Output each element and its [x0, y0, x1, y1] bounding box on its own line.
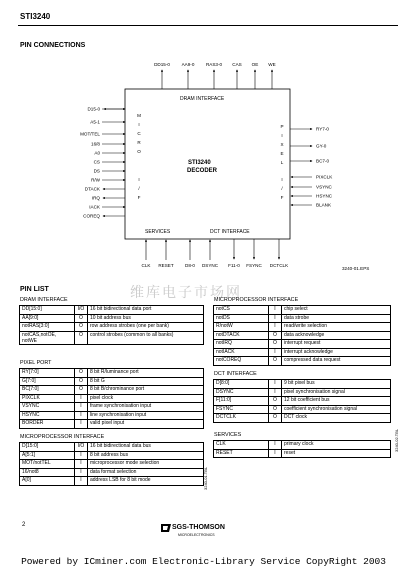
- pin-name-cell: 16/not8: [20, 468, 75, 477]
- pin-name-cell: G[7:0]: [20, 377, 75, 386]
- pin-io-cell: I: [269, 380, 282, 389]
- pin-io-cell: I: [75, 403, 88, 412]
- pin-io-cell: I: [75, 468, 88, 477]
- pin-io-cell: I: [269, 306, 282, 315]
- pin-description-cell: 8 bit B/chrominance port: [88, 386, 204, 395]
- pin-description-cell: 9 bit pixel bus: [282, 380, 391, 389]
- pixel-letter: I: [281, 133, 283, 138]
- company-logo-subtext: MICROELECTRONICS: [178, 533, 215, 537]
- services-label: SERVICES: [145, 229, 171, 235]
- right-pin-label: BLANK: [316, 202, 332, 208]
- table-ref-right: 3240-02.TBL: [394, 428, 399, 452]
- pin-io-cell: O: [269, 397, 282, 406]
- pin-description-cell: read/write selection: [282, 323, 391, 332]
- table-row: [214, 323, 391, 332]
- pin-name-cell: FSYNC: [214, 405, 269, 414]
- table-row: [214, 331, 391, 340]
- pin-name-cell: D[15:0]: [20, 443, 75, 452]
- table-row: [20, 369, 204, 378]
- table-row: [214, 449, 391, 458]
- pin-connection-diagram: [0, 55, 407, 285]
- pin-description-cell: coefficient synchronisation signal: [282, 405, 391, 414]
- pin-name-cell: R/notW: [214, 323, 269, 332]
- pin-name-cell: notCAS,notOE, notWE: [20, 331, 75, 344]
- pin-name-cell: HSYNC: [20, 411, 75, 420]
- micro2-pin-table: [213, 305, 391, 366]
- pin-description-cell: DCT clock: [282, 414, 391, 423]
- micro-letter: I: [138, 122, 140, 127]
- pin-description-cell: interrupt acknowledge: [282, 348, 391, 357]
- chip-name: STI3240: [188, 160, 211, 166]
- pin-io-cell: O: [75, 386, 88, 395]
- pin-description-cell: frame synchronisation input: [88, 403, 204, 412]
- table-row: [214, 397, 391, 406]
- pin-name-cell: RESET: [214, 449, 269, 458]
- table-row: [214, 441, 391, 450]
- pin-description-cell: data strobe: [282, 314, 391, 323]
- left-pin-label: CS: [93, 159, 100, 165]
- pin-io-cell: I: [269, 449, 282, 458]
- pin-name-cell: RY[7:0]: [20, 369, 75, 378]
- pin-description-cell: line synchronisation input: [88, 411, 204, 420]
- pin-io-cell: I: [75, 451, 88, 460]
- pin-name-cell: MOT/notTEL: [20, 460, 75, 469]
- micro-letter: R: [137, 140, 141, 145]
- table-row: [20, 306, 204, 315]
- pin-io-cell: O: [75, 314, 88, 323]
- pin-name-cell: A[0]: [20, 477, 75, 486]
- table-row: [214, 405, 391, 414]
- pin-description-cell: control strobes (common to all banks): [88, 331, 204, 344]
- pin-io-cell: I: [75, 394, 88, 403]
- left-pin-label: MOT/TEL: [80, 131, 100, 137]
- bottom-pin-label: CLK: [141, 263, 151, 268]
- pin-name-cell: D[8:0]: [214, 380, 269, 389]
- table-row: [20, 386, 204, 395]
- dram-pin-table: [19, 305, 204, 345]
- micro2-table-caption: MICROPROCESSOR INTERFACE: [214, 297, 299, 303]
- dct-pin-table: [213, 379, 391, 423]
- document-title: STI3240: [20, 12, 51, 21]
- left-pin-label: R/W: [91, 177, 100, 183]
- top-pin-label: RAS3-0: [205, 62, 223, 67]
- pin-list-heading: PIN LIST: [20, 286, 49, 293]
- pin-name-cell: DSYNC: [214, 388, 269, 397]
- pin-description-cell: compressed data request: [282, 357, 391, 366]
- table-row: [20, 314, 204, 323]
- pin-description-cell: 10 bit address bus: [88, 314, 204, 323]
- table-row: [214, 388, 391, 397]
- company-logo-text: SGS-THOMSON: [172, 524, 225, 531]
- pin-description-cell: 8 bit G: [88, 377, 204, 386]
- pin-description-cell: pixel clock: [88, 394, 204, 403]
- pin-io-cell: I/O: [75, 306, 88, 315]
- pin-name-cell: A[5:1]: [20, 451, 75, 460]
- bottom-pin-label: RESET: [158, 263, 174, 268]
- dct-table-caption: DCT INTERFACE: [214, 371, 257, 377]
- pin-description-cell: pixel synchronisation signal: [282, 388, 391, 397]
- dram-interface-label: DRAM INTERFACE: [180, 96, 225, 102]
- pin-name-cell: DD[15:0]: [20, 306, 75, 315]
- table-row: [20, 377, 204, 386]
- pin-name-cell: notIRQ: [214, 340, 269, 349]
- bottom-pin-label: DSYNC: [201, 263, 219, 268]
- pin-description-cell: valid pixel input: [88, 420, 204, 429]
- dram-table-caption: DRAM INTERFACE: [20, 297, 68, 303]
- pin-name-cell: PIXCLK: [20, 394, 75, 403]
- right-pin-label: BC7-0: [316, 158, 330, 164]
- table-row: [214, 414, 391, 423]
- pin-name-cell: notDTACK: [214, 331, 269, 340]
- pin-io-cell: I: [75, 477, 88, 486]
- right-pin-label: PIXCLK: [316, 174, 333, 180]
- interface-letter: /: [138, 186, 140, 191]
- table-row: [20, 451, 204, 460]
- pin-description-cell: row address strobes (one per bank): [88, 323, 204, 332]
- pin-io-cell: I: [75, 460, 88, 469]
- pin-name-cell: F[11:0]: [214, 397, 269, 406]
- pin-io-cell: I: [75, 411, 88, 420]
- pin-connections-heading: PIN CONNECTIONS: [20, 42, 86, 49]
- micro-letter: O: [137, 149, 141, 154]
- pixel-interface-letter: /: [281, 186, 283, 191]
- table-row: [20, 331, 204, 344]
- pin-io-cell: O: [269, 405, 282, 414]
- table-row: [214, 340, 391, 349]
- pin-name-cell: BC[7:0]: [20, 386, 75, 395]
- table-row: [214, 348, 391, 357]
- pixel-table-caption: PIXEL PORT: [20, 360, 52, 366]
- table-row: [214, 306, 391, 315]
- left-pin-label: D15-0: [87, 106, 100, 112]
- top-pin-label: WE: [268, 62, 276, 67]
- pin-io-cell: O: [75, 369, 88, 378]
- micro-letter: M: [137, 113, 141, 118]
- table-row: [20, 411, 204, 420]
- left-pin-label: DS: [93, 168, 100, 174]
- table-row: [20, 323, 204, 332]
- pin-description-cell: data format selection: [88, 468, 204, 477]
- pixel-letter: X: [280, 142, 284, 147]
- pin-name-cell: notRAS[3:0]: [20, 323, 75, 332]
- top-pin-label: OE: [251, 62, 259, 67]
- top-pin-label: AA9-0: [181, 62, 195, 67]
- chip-function: DECODER: [187, 168, 218, 174]
- table-row: [214, 380, 391, 389]
- left-pin-label: A5-1: [90, 119, 100, 125]
- left-pin-label: IACK: [89, 204, 100, 210]
- dct-interface-label: DCT INTERFACE: [210, 229, 250, 235]
- interface-letter: F: [137, 195, 141, 200]
- page-number: 2: [22, 522, 26, 528]
- table-row: [20, 443, 204, 452]
- top-pin-label: DD15-0: [154, 62, 170, 67]
- pixel-pin-table: [19, 368, 204, 429]
- pixel-interface-letter: F: [280, 195, 284, 200]
- pin-name-cell: DCTCLK: [214, 414, 269, 423]
- pin-io-cell: O: [269, 414, 282, 423]
- services-pin-table: [213, 440, 391, 458]
- pin-io-cell: O: [269, 331, 282, 340]
- pin-description-cell: address LSB for 8 bit mode: [88, 477, 204, 486]
- table-row: [20, 468, 204, 477]
- pin-io-cell: O: [269, 340, 282, 349]
- table-row: [20, 460, 204, 469]
- pin-io-cell: I: [75, 420, 88, 429]
- bottom-pin-label: D8-0: [185, 263, 195, 268]
- services-table-caption: SERVICES: [214, 432, 242, 438]
- bottom-pin-label: FSYNC: [246, 263, 262, 268]
- bottom-pin-label: F11-0: [228, 263, 240, 268]
- pin-name-cell: notCOREQ: [214, 357, 269, 366]
- pin-name-cell: notCS: [214, 306, 269, 315]
- pin-description-cell: primary clock: [282, 441, 391, 450]
- right-pin-label: VSYNC: [316, 184, 332, 190]
- right-pin-label: GY-0: [316, 143, 327, 149]
- table-row: [20, 477, 204, 486]
- figure-reference: 3240-01.EPS: [342, 266, 370, 271]
- right-pin-label: RY7-0: [316, 126, 329, 132]
- pin-name-cell: VSYNC: [20, 403, 75, 412]
- pin-io-cell: I: [269, 323, 282, 332]
- header-rule: [18, 25, 398, 26]
- left-pin-label: A0: [94, 150, 100, 156]
- pixel-interface-letter: I: [281, 177, 283, 182]
- pin-io-cell: I: [269, 314, 282, 323]
- pin-io-cell: O: [269, 357, 282, 366]
- pixel-letter: L: [280, 160, 284, 165]
- pin-description-cell: chip select: [282, 306, 391, 315]
- pin-io-cell: I: [269, 388, 282, 397]
- right-pin-label: HSYNC: [316, 193, 333, 199]
- pin-description-cell: 12 bit coefficient bus: [282, 397, 391, 406]
- bottom-pin-label: DCTCLK: [269, 263, 289, 268]
- top-pin-label: CAS: [232, 62, 242, 67]
- pin-name-cell: BORDER: [20, 420, 75, 429]
- table-ref-left: 3240-01.TBL: [203, 466, 208, 490]
- pin-name-cell: notIACK: [214, 348, 269, 357]
- table-row: [20, 394, 204, 403]
- left-pin-label: IRQ: [91, 195, 100, 201]
- watermark: 维库电子市场网: [130, 284, 242, 300]
- st-logo-icon: [160, 522, 172, 534]
- pin-io-cell: I/O: [75, 443, 88, 452]
- pin-description-cell: reset: [282, 449, 391, 458]
- table-row: [20, 403, 204, 412]
- micro-letter: C: [137, 131, 141, 136]
- left-pin-label: COREQ: [83, 213, 100, 219]
- pin-description-cell: 8 bit R/luminance port: [88, 369, 204, 378]
- pin-io-cell: I: [269, 348, 282, 357]
- table-row: [20, 420, 204, 429]
- pin-name-cell: notDS: [214, 314, 269, 323]
- pin-io-cell: O: [75, 377, 88, 386]
- pin-io-cell: I: [269, 441, 282, 450]
- pin-name-cell: CLK: [214, 441, 269, 450]
- pixel-letter: P: [280, 124, 284, 129]
- pin-name-cell: AA[9:0]: [20, 314, 75, 323]
- micro1-table-caption: MICROPROCESSOR INTERFACE: [20, 434, 105, 440]
- pin-description-cell: 16 bit bidirectional data bus: [88, 443, 204, 452]
- pin-description-cell: data acknowledge: [282, 331, 391, 340]
- table-row: [214, 357, 391, 366]
- micro1-pin-table: [19, 442, 204, 486]
- pin-io-cell: O: [75, 323, 88, 332]
- pin-io-cell: O: [75, 331, 88, 344]
- pin-description-cell: 8 bit address bus: [88, 451, 204, 460]
- pin-description-cell: interrupt request: [282, 340, 391, 349]
- interface-letter: I: [138, 177, 140, 182]
- footer-copyright: Powered by ICminer.com Electronic-Library Service CopyRight 2003: [21, 556, 386, 567]
- table-row: [214, 314, 391, 323]
- pin-description-cell: 16 bit bidirectional data port: [88, 306, 204, 315]
- left-pin-label: DTACK: [84, 186, 100, 192]
- pin-description-cell: microprocessor mode selection: [88, 460, 204, 469]
- left-pin-label: 16/8: [91, 141, 100, 147]
- pixel-letter: E: [280, 151, 284, 156]
